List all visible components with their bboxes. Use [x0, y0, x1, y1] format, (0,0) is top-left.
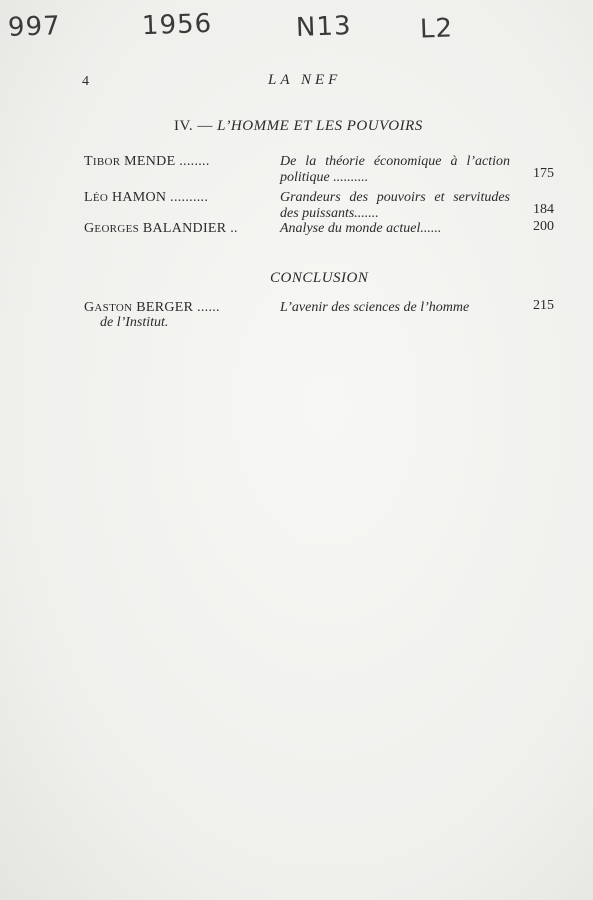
toc-article-title: Grandeurs des pouvoirs et servitudes des puissants....... [280, 190, 510, 221]
author-initial: L [84, 190, 93, 205]
dot-leader: ...... [197, 300, 220, 315]
author-given-name: ÉO [92, 192, 109, 204]
author-surname: MENDE [124, 154, 176, 169]
handwritten-note: 997 [7, 11, 62, 43]
author-given-name: EORGES [94, 223, 140, 235]
toc-article-title: L’avenir des sciences de l’homme [280, 300, 470, 315]
dot-leader: .. [230, 221, 238, 236]
toc-page-number: 184 [533, 202, 554, 217]
author-initial: G [84, 300, 95, 315]
journal-title: LA NEF [268, 72, 342, 88]
handwritten-note: L2 [419, 13, 454, 45]
handwritten-note: N13 [295, 11, 353, 43]
toc-page-number: 215 [533, 298, 554, 313]
toc-article-title: Analyse du monde actuel...... [280, 221, 442, 236]
toc-page-number: 200 [533, 219, 554, 234]
page-number: 4 [82, 74, 89, 89]
author-initial: T [84, 154, 93, 169]
author-surname: BALANDIER [142, 221, 227, 236]
author-surname: BERGER [136, 300, 194, 315]
toc-page-number: 175 [533, 166, 554, 181]
toc-author [84, 190, 276, 206]
toc-article-title: De la théorie économique à l’action politique .......... [280, 154, 510, 185]
section-heading [174, 118, 423, 135]
toc-author [84, 300, 276, 316]
handwritten-note: 1956 [141, 8, 213, 42]
author-surname: HAMON [111, 190, 167, 205]
toc-author [84, 221, 276, 237]
author-affiliation: de l’Institut. [100, 315, 169, 330]
toc-author [84, 154, 276, 170]
dot-leader: ........ [179, 154, 210, 169]
author-initial: G [84, 221, 95, 236]
conclusion-heading: CONCLUSION [270, 270, 369, 286]
dot-leader: .......... [170, 190, 209, 205]
section-numeral: IV. — [174, 118, 213, 134]
author-given-name: ASTON [94, 302, 133, 314]
section-title: L’HOMME ET LES POUVOIRS [217, 118, 423, 134]
author-given-name: IBOR [92, 156, 121, 168]
